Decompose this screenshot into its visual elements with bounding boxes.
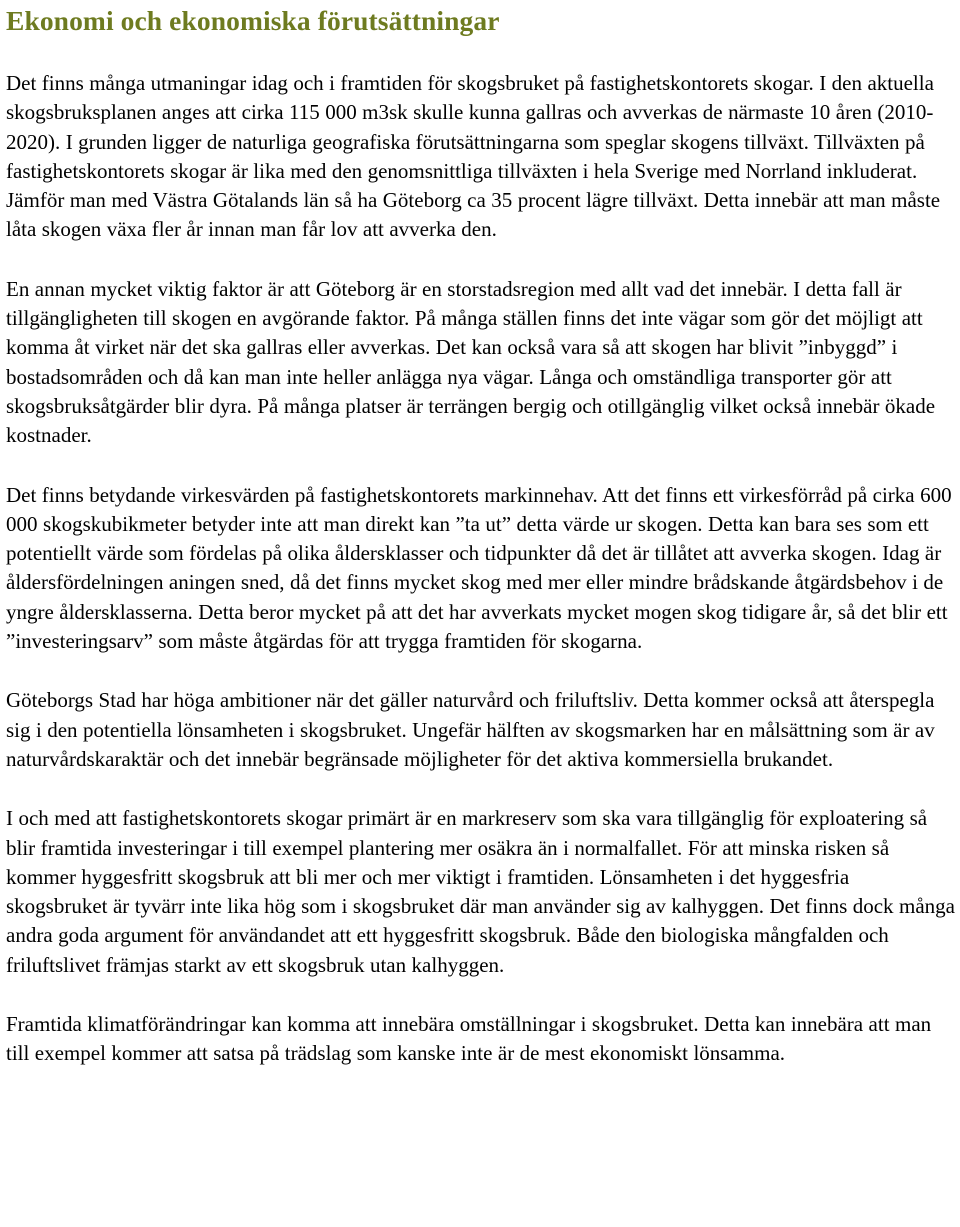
paragraph-timber-values: Det finns betydande virkesvärden på fastighetskontorets markinnehav. Att det finns ett virkesförråd på cirka 600 000 skogskubikmeter betyder inte att man direkt kan ”ta ut” detta värde ur skogen. Detta kan bara ses som ett potentiellt värde som fördelas på olika åldersklasser och tidpunkter då det är tillåtet att avverka skogen. Idag är åldersfördelningen aningen sned, då det finns mycket skog med mer eller mindre brådskande åtgärdsbehov i de yngre åldersklasserna. Detta beror mycket på att det har avverkats mycket mogen skog tidigare år, så det blir ett ”investeringsarv” som måste åtgärdas för att trygga framtiden för skogarna. <box>6 482 952 654</box>
section-heading: Ekonomi och ekonomiska förutsättningar <box>6 5 500 36</box>
paragraph-accessibility: En annan mycket viktig faktor är att Göteborg är en storstadsregion med allt vad det innebär. I detta fall är tillgängligheten till skogen en avgörande faktor. På många ställen finns det inte vägar som gör det möjligt att komma åt virket när det ska gallras eller avverkas. Det kan också vara så att skogen har blivit ”inbyggd” i bostadsområden och då kan man inte heller anlägga nya vägar. Långa och omständliga transporter gör att skogsbruksåtgärder blir dyra. På många platser är terrängen bergig och otillgänglig vilket också innebär ökade kostnader. <box>6 276 936 448</box>
paragraph-climate-change: Framtida klimatförändringar kan komma att innebära omställningar i skogsbruket. Detta kan innebära att man till exempel kommer att satsa på trädslag som kanske inte är de mest ekonomiskt lönsamma. <box>6 1012 932 1066</box>
paragraph-nature-ambitions: Göteborgs Stad har höga ambitioner när det gäller naturvård och friluftsliv. Detta kommer också att återspegla sig i den potentiella lönsamheten i skogsbruket. Ungefär hälften av skogsmarken har en målsättning som är av naturvårdskaraktär och det innebär begränsade möjligheter för det aktiva kommersiella brukandet. <box>6 688 935 771</box>
paragraph-forest-growth: Det finns många utmaningar idag och i framtiden för skogsbruket på fastighetskontorets skogar. I den aktuella skogsbruksplanen anges att cirka 115 000 m3sk skulle kunna gallras och avverkas de närmaste 10 åren (2010-2020). I grunden ligger de naturliga geografiska förutsättningarna som speglar skogens tillväxt. Tillväxten på fastighetskontorets skogar är lika med den genomsnittliga tillväxten i hela Sverige med Norrland inkluderat. Jämför man med Västra Götalands län så ha Göteborg ca 35 procent lägre tillväxt. Detta innebär att man måste låta skogen växa fler år innan man får lov att avverka den. <box>6 71 941 242</box>
paragraph-land-reserve: I och med att fastighetskontorets skogar primärt är en markreserv som ska vara tillgänglig för exploatering så blir framtida investeringar i till exempel plantering mer osäkra än i normalfallet. För att minska risken så kommer hyggesfritt skogsbruk att bli mer och mer viktigt i framtiden. Lönsamheten i det hyggesfria skogsbruket är tyvärr inte lika hög som i skogsbruket där man använder sig av kalhyggen. Det finns dock många andra goda argument för användandet att ett hyggesfritt skogsbruk. Både den biologiska mångfalden och friluftslivet främjas starkt av ett skogsbruk utan kalhyggen. <box>6 806 955 977</box>
